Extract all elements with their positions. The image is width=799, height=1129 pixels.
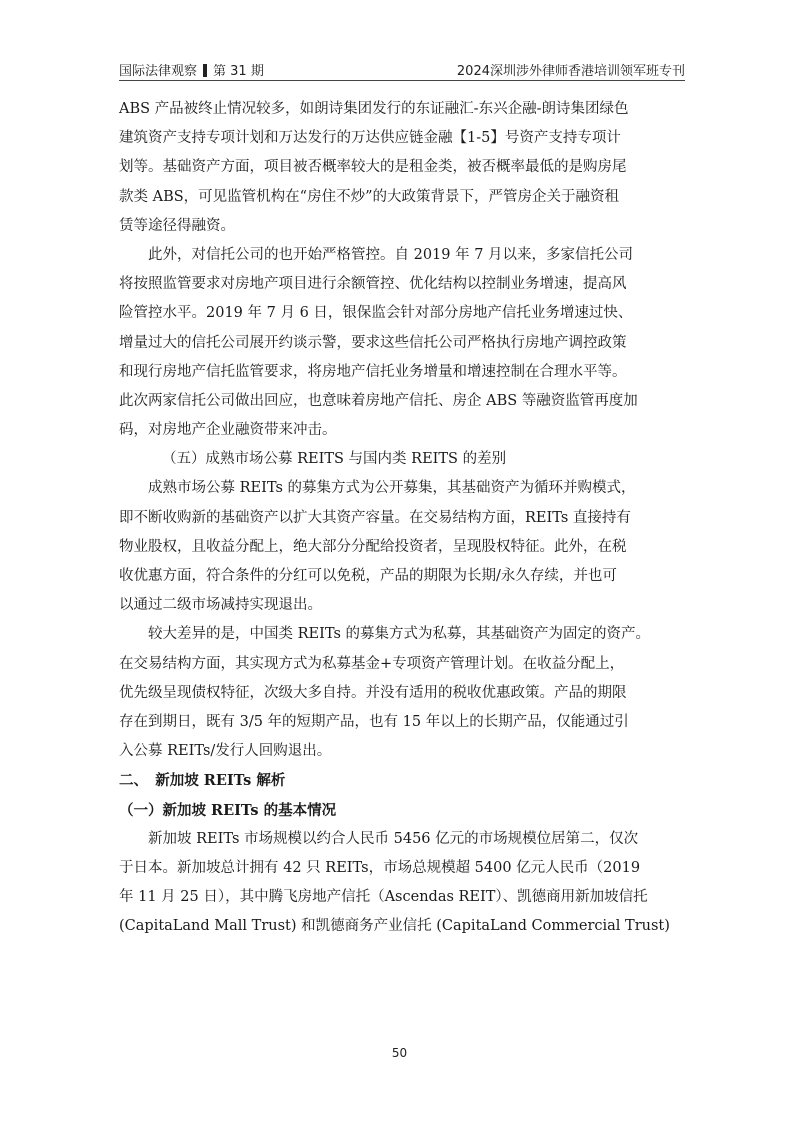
text-line: 新加坡 REITs 市场规模以约合人民币 5456 亿元的市场规模位居第二，仅次 — [148, 830, 639, 847]
text-line: 此次两家信托公司做出回应，也意味着房地产信托、房企 ABS 等融资监管再度加 — [119, 392, 638, 409]
text-line: 以通过二级市场减持实现退出。 — [119, 597, 322, 614]
text-line: 较大差异的是，中国类 REITs 的募集方式为私募，其基础资产为固定的资产。 — [148, 626, 651, 643]
text-line: 于日本。新加坡总计拥有 42 只 REITs，市场总规模超 5400 亿元人民币（2019 — [119, 859, 641, 876]
text-line: 物业股权，且收益分配上，绝大部分分配给投资者，呈现股权特征。此外，在税 — [119, 538, 627, 555]
text-line: 建筑资产支持专项计划和万达发行的万达供应链金融【1-5】号资产支持专项计 — [119, 130, 621, 147]
text-line: 款类 ABS，可见监管机构在“房住不炒”的大政策背景下，严管房企关于融资租 — [119, 188, 619, 205]
text-line: (CapitaLand Mall Trust) 和凯德商务产业信托 (CapitaLand Commercial Trust) — [119, 918, 670, 935]
text-line: 增量过大的信托公司展开约谈示警，要求这些信托公司严格执行房地产调控政策 — [119, 334, 627, 351]
text-line: 成熟市场公募 REITs 的募集方式为公开募集，其基础资产为循环并购模式， — [148, 480, 636, 497]
journal-title: 国际法律观察 — [119, 64, 198, 79]
special-issue-title: 2024深圳涉外律师香港培训领军班专刊 — [456, 64, 685, 79]
text-line: 即不断收购新的基础资产以扩大其资产容量。在交易结构方面，REITs 直接持有 — [119, 509, 631, 526]
page-number: 50 — [391, 1046, 408, 1060]
text-line: 此外，对信托公司的也开始严格管控。自 2019 年 7 月以来，多家信托公司 — [148, 246, 634, 263]
text-line: （一）新加坡 REITs 的基本情况 — [119, 801, 337, 819]
text-line: 存在到期日，既有 3/5 年的短期产品，也有 15 年以上的长期产品，仅能通过引 — [119, 713, 629, 730]
header-left — [119, 60, 264, 79]
text-line: 险管控水平。2019 年 7 月 6 日，银保监会针对部分房地产信托业务增速过快、 — [119, 305, 633, 322]
text-line: 收优惠方面，符合条件的分红可以免税，产品的期限为长期/永久存续，并也可 — [119, 568, 617, 584]
text-line: 和现行房地产信托监管要求，将房地产信托业务增量和增速控制在合理水平等。 — [119, 363, 627, 380]
text-line: 赁等途径得融资。 — [119, 217, 235, 234]
text-line: （五）成熟市场公募 REITS 与国内类 REITS 的差别 — [162, 451, 507, 468]
text-line: 优先级呈现债权特征，次级大多自持。并没有适用的税收优惠政策。产品的期限 — [119, 684, 627, 701]
header-divider-bar — [203, 64, 207, 77]
text-line: 入公募 REITs/发行人回购退出。 — [119, 743, 332, 760]
text-line: ABS 产品被终止情况较多，如朗诗集团发行的东证融汇-东兴企融-朗诗集团绿色 — [119, 101, 629, 117]
issue-number: 第 31 期 — [213, 64, 264, 79]
header-rule — [119, 80, 685, 81]
body-text — [119, 95, 685, 941]
text-line: 年 11 月 25 日），其中腾飞房地产信托（Ascendas REIT）、凯德商用新加坡信托 — [119, 889, 648, 906]
text-line: 划等。基础资产方面，项目被否概率较大的是租金类，被否概率最低的是购房尾 — [119, 159, 627, 176]
text-line: 在交易结构方面，其实现方式为私募基金+专项资产管理计划。在收益分配上， — [119, 655, 625, 672]
text-line: 将按照监管要求对房地产项目进行余额管控、优化结构以控制业务增速，提高风 — [119, 276, 627, 293]
text-line: 码，对房地产企业融资带来冲击。 — [119, 422, 337, 439]
text-line: 二、 新加坡 REITs 解析 — [119, 772, 286, 790]
